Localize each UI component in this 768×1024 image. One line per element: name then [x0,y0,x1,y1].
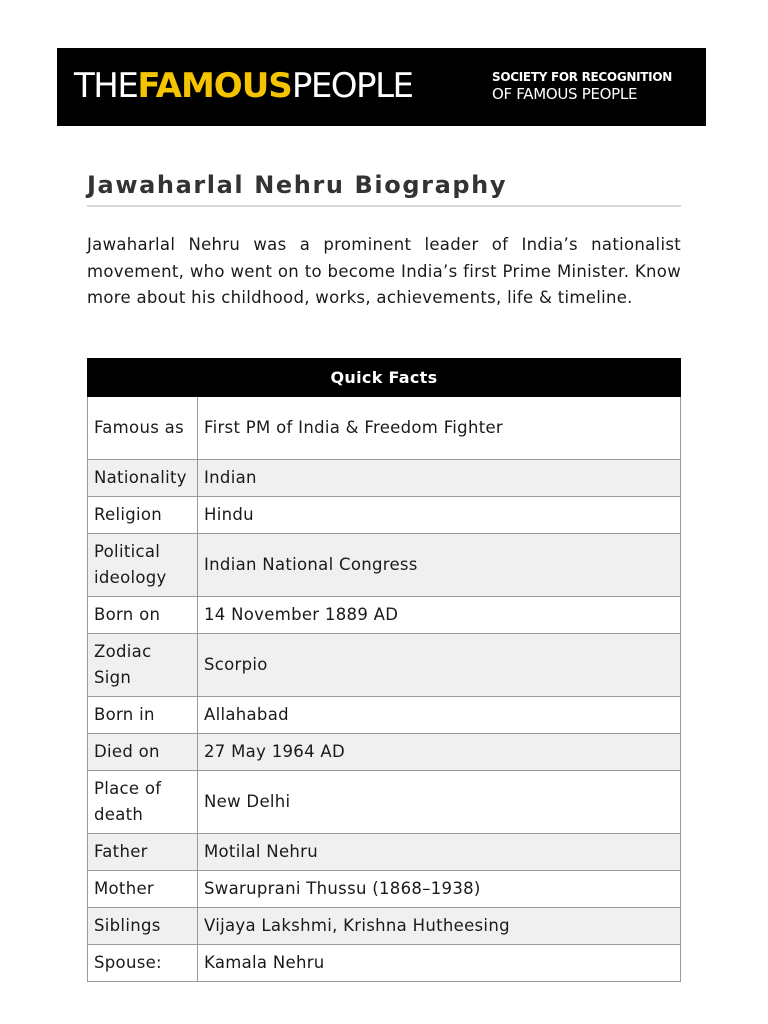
table-row [88,734,681,771]
table-row [88,634,681,697]
table-row [88,397,681,460]
fact-value: Swaruprani Thussu (1868–1938) [198,871,681,908]
logo-text-people: PEOPLE [291,66,413,106]
logo-text-famous: FAMOUS [137,66,292,106]
fact-label: Born in [88,697,198,734]
fact-label: Zodiac Sign [88,634,198,697]
fact-label: Famous as [88,397,198,460]
intro-paragraph: Jawaharlal Nehru was a prominent leader of India’s nationalist movement, who went on to become India’s first Prime Minister. Know more about his childhood, works, achievements, life & timeline. [87,235,681,307]
fact-label: Spouse: [88,945,198,982]
fact-label: Born on [88,597,198,634]
tagline-line-2: OF FAMOUS PEOPLE [492,85,638,103]
fact-value: New Delhi [198,771,681,834]
site-logo[interactable] [74,66,413,106]
fact-label: Nationality [88,460,198,497]
fact-value: Hindu [198,497,681,534]
table-row [88,534,681,597]
fact-label: Mother [88,871,198,908]
table-row [88,908,681,945]
fact-value: Kamala Nehru [198,945,681,982]
fact-value: Indian National Congress [198,534,681,597]
table-row [88,871,681,908]
logo-text-the: THE [74,66,138,106]
site-tagline [492,69,672,103]
fact-label: Siblings [88,908,198,945]
table-row [88,945,681,982]
table-row [88,697,681,734]
fact-value: Allahabad [198,697,681,734]
fact-label: Died on [88,734,198,771]
quick-facts-table [87,358,681,982]
fact-value: 27 May 1964 AD [198,734,681,771]
table-row [88,771,681,834]
quick-facts-header-row [88,359,681,397]
fact-value: Vijaya Lakshmi, Krishna Hutheesing [198,908,681,945]
fact-value: Indian [198,460,681,497]
fact-value: First PM of India & Freedom Fighter [198,397,681,460]
title-divider [87,205,681,207]
fact-label: Father [88,834,198,871]
fact-label: Political ideology [88,534,198,597]
fact-value: 14 November 1889 AD [198,597,681,634]
page-title: Jawaharlal Nehru Biography [87,171,508,199]
fact-value: Motilal Nehru [198,834,681,871]
table-row [88,497,681,534]
table-row [88,460,681,497]
table-row [88,834,681,871]
fact-label: Religion [88,497,198,534]
fact-value: Scorpio [198,634,681,697]
table-row [88,597,681,634]
tagline-line-1: SOCIETY FOR RECOGNITION [492,70,672,84]
quick-facts-heading: Quick Facts [88,359,681,397]
site-header-banner [57,48,706,126]
fact-label: Place of death [88,771,198,834]
